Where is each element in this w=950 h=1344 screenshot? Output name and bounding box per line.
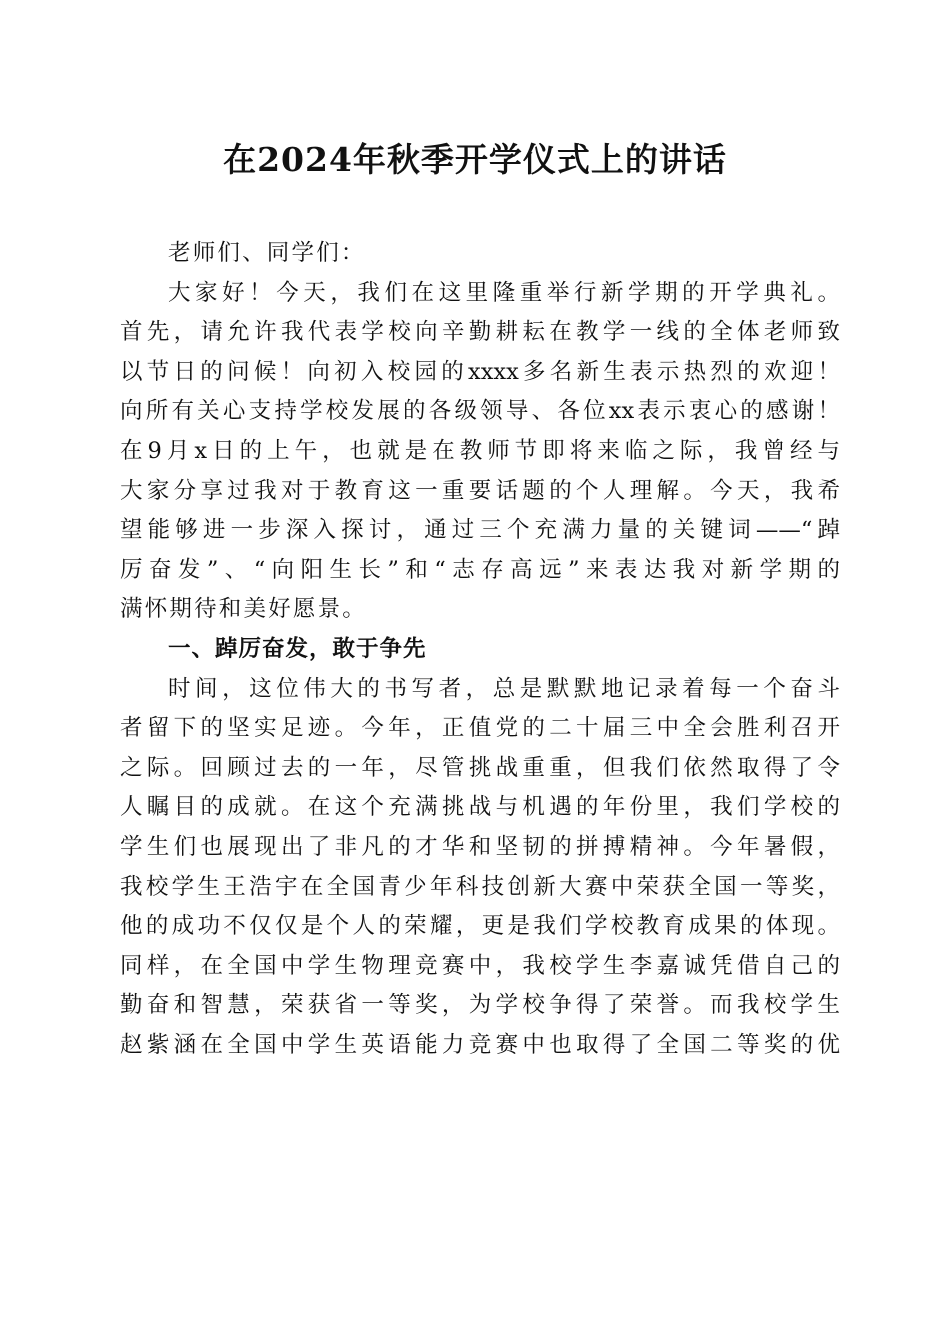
paragraph-line: 时间，这位伟大的书写者，总是默默地记录着每一个奋斗 (168, 675, 840, 702)
paragraph-line: 向所有关心支持学校发展的各级领导、各位xx表示衷心的感谢！ (120, 398, 840, 425)
paragraph-line: 同样，在全国中学生物理竞赛中，我校学生李嘉诚凭借自己的 (120, 952, 840, 979)
paragraph-line: 学生们也展现出了非凡的才华和坚韧的拼搏精神。今年暑假， (120, 833, 840, 860)
paragraph-line: 人瞩目的成就。在这个充满挑战与机遇的年份里，我们学校的 (120, 794, 840, 821)
paragraph-line: 在9月x日的上午，也就是在教师节即将来临之际，我曾经与 (120, 437, 840, 464)
paragraph-line: 者留下的坚实足迹。今年，正值党的二十届三中全会胜利召开 (120, 715, 840, 742)
paragraph-line: 首先，请允许我代表学校向辛勤耕耘在教学一线的全体老师致 (120, 319, 840, 346)
paragraph-line: 大家分享过我对于教育这一重要话题的个人理解。今天，我希 (120, 477, 840, 504)
paragraph-line: 我校学生王浩宇在全国青少年科技创新大赛中荣获全国一等奖， (120, 873, 840, 900)
paragraph-line: 厉奋发”、“向阳生长”和“志存高远”来表达我对新学期的 (120, 556, 840, 583)
paragraph-line: 他的成功不仅仅是个人的荣耀，更是我们学校教育成果的体现。 (120, 913, 840, 940)
paragraph-line: 赵紫涵在全国中学生英语能力竞赛中也取得了全国二等奖的优 (120, 1031, 840, 1058)
section-heading: 一、踔厉奋发，敢于争先 (168, 635, 427, 662)
salutation: 老师们、同学们： (168, 240, 366, 266)
paragraph-line: 勤奋和智慧，荣获省一等奖，为学校争得了荣誉。而我校学生 (120, 992, 840, 1019)
document-body (120, 234, 840, 1065)
paragraph-line: 望能够进一步深入探讨，通过三个充满力量的关键词——“踔 (120, 517, 840, 544)
paragraph-line: 大家好！今天，我们在这里隆重举行新学期的开学典礼。 (168, 279, 840, 306)
paragraph-line: 之际。回顾过去的一年，尽管挑战重重，但我们依然取得了令 (120, 754, 840, 781)
document-title: 在2024年秋季开学仪式上的讲话 (223, 140, 727, 179)
paragraph-line: 满怀期待和美好愿景。 (120, 596, 368, 623)
paragraph-line: 以节日的问候！向初入校园的xxxx多名新生表示热烈的欢迎！ (120, 358, 840, 385)
